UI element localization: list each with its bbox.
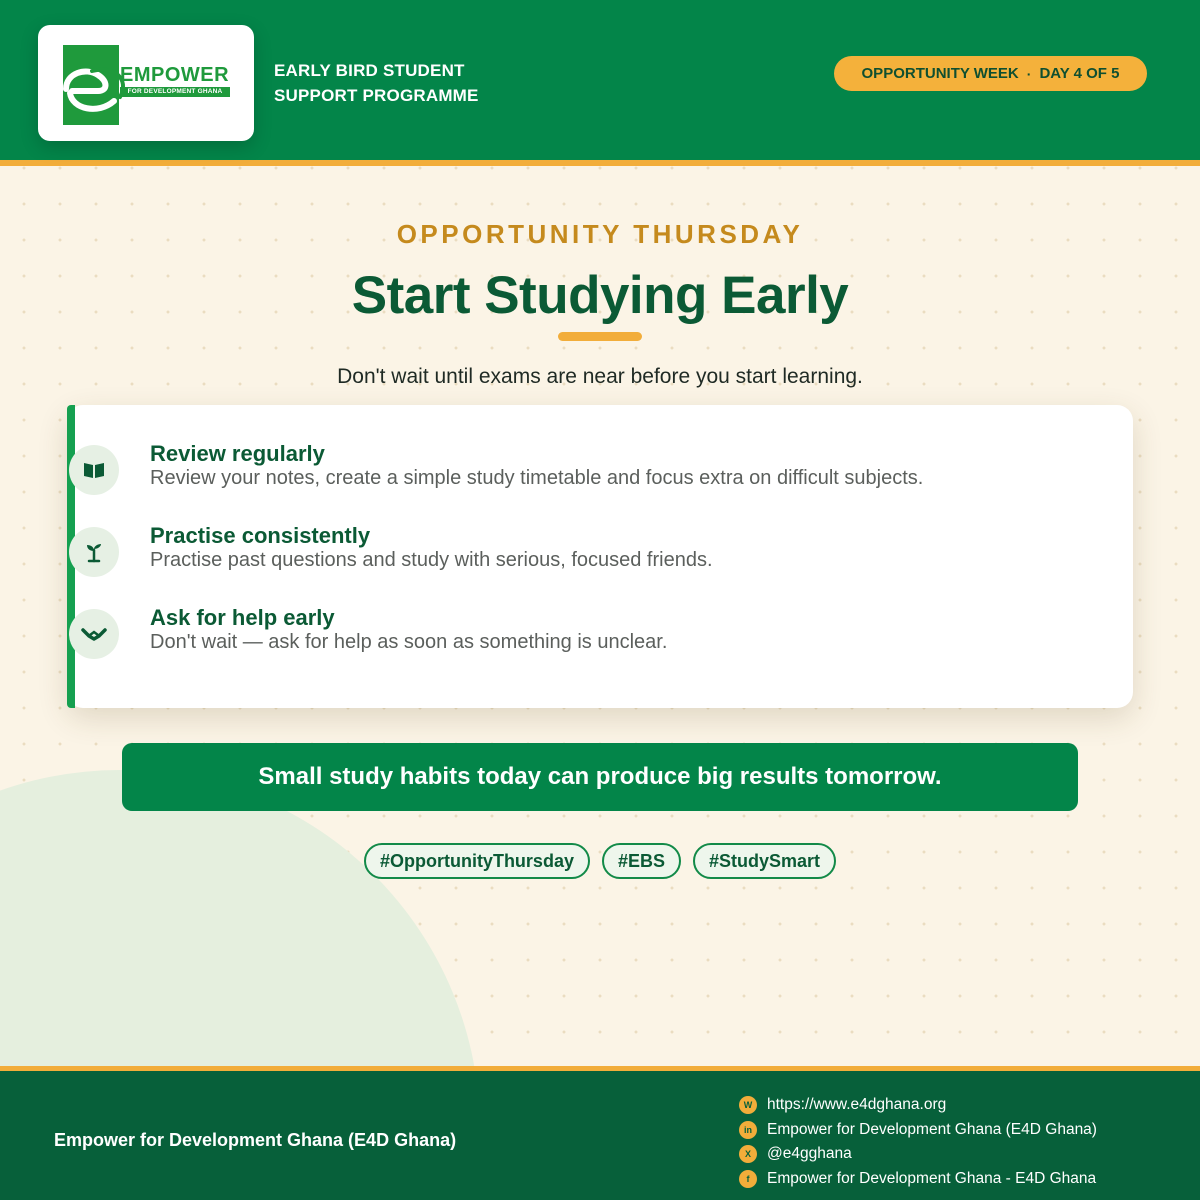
social-facebook[interactable]: [739, 1167, 1097, 1192]
kicker-heading: OPPORTUNITY THURSDAY: [396, 219, 804, 249]
website-icon: W: [739, 1096, 757, 1114]
tip-text: Practise past questions and study with serious, focused friends.: [150, 549, 713, 571]
title-underline: [558, 332, 642, 341]
programme-name: [274, 58, 534, 108]
programme-line-2: SUPPORT PROGRAMME: [274, 86, 479, 105]
logo-wordmark: EMPOWER: [120, 64, 230, 86]
tip-title: Ask for help early: [150, 605, 335, 630]
tips-card: [67, 405, 1133, 708]
social-website[interactable]: [739, 1093, 1097, 1118]
hashtag-ebs[interactable]: #EBS: [602, 843, 681, 879]
tip-title: Review regularly: [150, 441, 325, 466]
footer: [0, 1066, 1200, 1200]
tip-item: [67, 441, 1133, 515]
hashtag-opportunitythursday[interactable]: #OpportunityThursday: [364, 843, 590, 879]
hashtag-studysmart[interactable]: #StudySmart: [693, 843, 836, 879]
tip-text: Review your notes, create a simple study timetable and focus extra on difficult subjects.: [150, 467, 924, 489]
x-icon: X: [739, 1145, 757, 1163]
tip-item: [67, 523, 1133, 597]
hashtag-list: [0, 843, 1200, 879]
social-linkedin[interactable]: [739, 1118, 1097, 1143]
linkedin-icon: in: [739, 1121, 757, 1139]
logo: [38, 25, 254, 141]
week-badge: [834, 56, 1147, 91]
header: [0, 0, 1200, 166]
week-label: OPPORTUNITY WEEK: [861, 65, 1019, 82]
facebook-icon: f: [739, 1170, 757, 1188]
programme-line-1: EARLY BIRD STUDENT: [274, 61, 465, 80]
footer-org-name: Empower for Development Ghana (E4D Ghana): [54, 1130, 457, 1150]
seedling-icon: [69, 527, 119, 577]
social-website-text[interactable]: https://www.e4dghana.org: [767, 1096, 947, 1114]
social-linkedin-text[interactable]: Empower for Development Ghana (E4D Ghana): [767, 1120, 1097, 1138]
page-subtitle: Don't wait until exams are near before you start learning.: [337, 365, 863, 388]
social-x-text[interactable]: @e4gghana: [767, 1145, 852, 1163]
social-facebook-text[interactable]: Empower for Development Ghana - E4D Ghana: [767, 1169, 1097, 1187]
tip-text: Don't wait — ask for help as soon as something is unclear.: [150, 631, 668, 653]
day-label: DAY 4 OF 5: [1039, 65, 1120, 82]
key-message-banner: Small study habits today can produce big results tomorrow.: [122, 743, 1078, 811]
tip-item: [67, 605, 1133, 679]
book-icon: [69, 445, 119, 495]
badge-separator: ·: [1026, 65, 1032, 82]
tip-title: Practise consistently: [150, 523, 371, 548]
page-title: Start Studying Early: [351, 266, 849, 325]
logo-tagline: FOR DEVELOPMENT GHANA: [120, 87, 230, 97]
handshake-icon: [69, 609, 119, 659]
social-x[interactable]: [739, 1142, 1097, 1167]
social-links: [739, 1093, 1097, 1191]
